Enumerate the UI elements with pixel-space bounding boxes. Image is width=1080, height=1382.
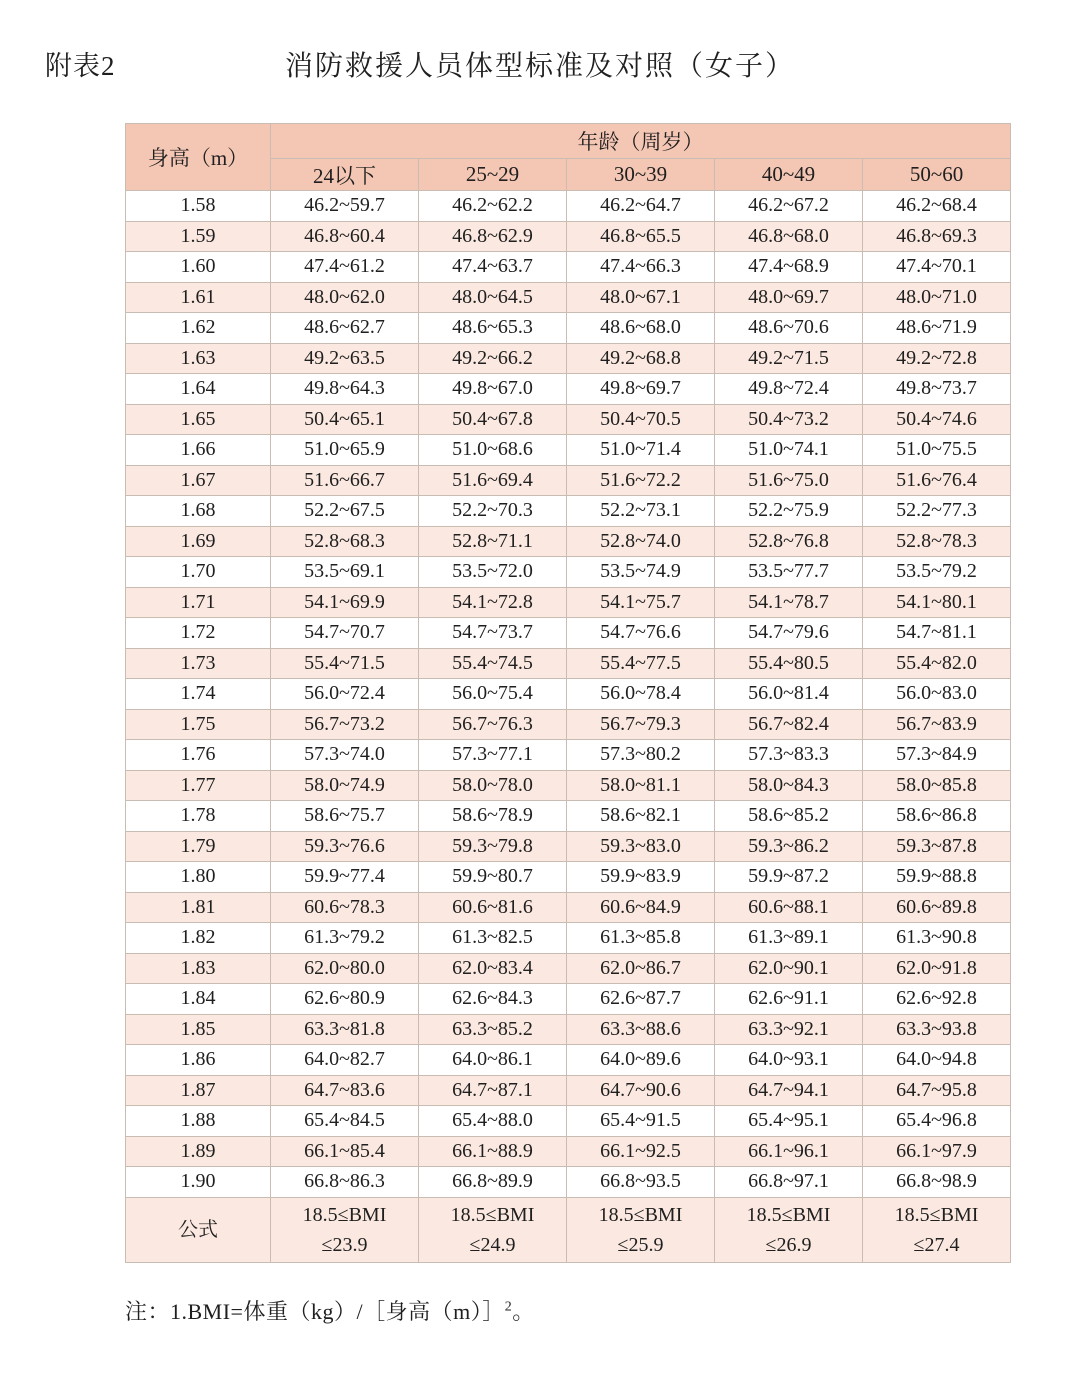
weight-range-cell: 59.3~83.0: [567, 831, 715, 862]
table-header: [126, 124, 1011, 191]
table-row: [126, 191, 1011, 222]
weight-range-cell: 57.3~74.0: [271, 740, 419, 771]
table-row: [126, 740, 1011, 771]
table-row: [126, 374, 1011, 405]
weight-range-cell: 46.2~64.7: [567, 191, 715, 222]
height-cell: 1.84: [126, 984, 271, 1015]
weight-range-cell: 52.8~71.1: [419, 526, 567, 557]
weight-range-cell: 58.0~74.9: [271, 770, 419, 801]
weight-range-cell: 60.6~88.1: [715, 892, 863, 923]
height-column-header: 身高（m）: [126, 124, 271, 191]
table-row: [126, 496, 1011, 527]
weight-range-cell: 59.3~76.6: [271, 831, 419, 862]
weight-range-cell: 64.7~87.1: [419, 1075, 567, 1106]
weight-range-cell: 62.0~86.7: [567, 953, 715, 984]
height-cell: 1.58: [126, 191, 271, 222]
weight-range-cell: 52.2~75.9: [715, 496, 863, 527]
table-row: [126, 282, 1011, 313]
height-cell: 1.80: [126, 862, 271, 893]
weight-range-cell: 46.2~67.2: [715, 191, 863, 222]
table-row: [126, 587, 1011, 618]
height-cell: 1.71: [126, 587, 271, 618]
table-row: [126, 1014, 1011, 1045]
footnote-suffix: 。: [512, 1299, 535, 1324]
weight-range-cell: 54.7~81.1: [863, 618, 1011, 649]
weight-range-cell: 52.2~73.1: [567, 496, 715, 527]
table-row: [126, 801, 1011, 832]
table-row: [126, 404, 1011, 435]
height-cell: 1.68: [126, 496, 271, 527]
height-cell: 1.59: [126, 221, 271, 252]
weight-range-cell: 65.4~91.5: [567, 1106, 715, 1137]
weight-range-cell: 62.0~83.4: [419, 953, 567, 984]
weight-range-cell: 46.2~59.7: [271, 191, 419, 222]
weight-range-cell: 61.3~85.8: [567, 923, 715, 954]
weight-range-cell: 46.8~60.4: [271, 221, 419, 252]
weight-range-cell: 49.2~71.5: [715, 343, 863, 374]
weight-range-cell: 49.2~72.8: [863, 343, 1011, 374]
table-row: [126, 343, 1011, 374]
age-column-header: 40~49: [715, 159, 863, 191]
weight-range-cell: 64.0~94.8: [863, 1045, 1011, 1076]
weight-range-cell: 66.8~93.5: [567, 1167, 715, 1198]
weight-range-cell: 62.6~92.8: [863, 984, 1011, 1015]
weight-range-cell: 52.2~70.3: [419, 496, 567, 527]
weight-range-cell: 51.0~74.1: [715, 435, 863, 466]
height-cell: 1.72: [126, 618, 271, 649]
table-row: [126, 923, 1011, 954]
weight-range-cell: 48.0~69.7: [715, 282, 863, 313]
table-row: [126, 313, 1011, 344]
height-cell: 1.74: [126, 679, 271, 710]
weight-range-cell: 49.8~72.4: [715, 374, 863, 405]
weight-range-cell: 56.7~73.2: [271, 709, 419, 740]
weight-range-cell: 63.3~93.8: [863, 1014, 1011, 1045]
formula-row: [126, 1197, 1011, 1262]
weight-range-cell: 58.6~75.7: [271, 801, 419, 832]
weight-range-cell: 66.1~96.1: [715, 1136, 863, 1167]
height-cell: 1.85: [126, 1014, 271, 1045]
weight-range-cell: 64.7~94.1: [715, 1075, 863, 1106]
weight-range-cell: 51.6~75.0: [715, 465, 863, 496]
weight-range-cell: 59.9~83.9: [567, 862, 715, 893]
weight-range-cell: 61.3~89.1: [715, 923, 863, 954]
table-row: [126, 1167, 1011, 1198]
weight-range-cell: 56.7~76.3: [419, 709, 567, 740]
weight-range-cell: 66.1~85.4: [271, 1136, 419, 1167]
height-cell: 1.89: [126, 1136, 271, 1167]
weight-range-cell: 53.5~74.9: [567, 557, 715, 588]
table-row: [126, 984, 1011, 1015]
weight-range-cell: 52.2~67.5: [271, 496, 419, 527]
height-cell: 1.69: [126, 526, 271, 557]
weight-range-cell: 54.7~73.7: [419, 618, 567, 649]
weight-range-cell: 47.4~68.9: [715, 252, 863, 283]
weight-range-cell: 56.7~83.9: [863, 709, 1011, 740]
weight-range-cell: 47.4~63.7: [419, 252, 567, 283]
weight-range-cell: 54.1~69.9: [271, 587, 419, 618]
weight-range-cell: 57.3~83.3: [715, 740, 863, 771]
table-body: [126, 191, 1011, 1198]
weight-range-cell: 50.4~65.1: [271, 404, 419, 435]
weight-range-cell: 48.6~62.7: [271, 313, 419, 344]
weight-range-cell: 51.6~69.4: [419, 465, 567, 496]
weight-range-cell: 64.0~89.6: [567, 1045, 715, 1076]
age-column-header: 30~39: [567, 159, 715, 191]
weight-range-cell: 65.4~95.1: [715, 1106, 863, 1137]
weight-range-cell: 65.4~84.5: [271, 1106, 419, 1137]
weight-range-cell: 49.8~64.3: [271, 374, 419, 405]
weight-range-cell: 53.5~69.1: [271, 557, 419, 588]
weight-range-cell: 56.0~83.0: [863, 679, 1011, 710]
weight-range-cell: 56.0~78.4: [567, 679, 715, 710]
table-row: [126, 618, 1011, 649]
weight-range-cell: 58.0~81.1: [567, 770, 715, 801]
weight-range-cell: 51.0~65.9: [271, 435, 419, 466]
weight-range-cell: 53.5~77.7: [715, 557, 863, 588]
weight-range-cell: 48.6~68.0: [567, 313, 715, 344]
age-header-row: [126, 124, 1011, 159]
weight-range-cell: 66.1~92.5: [567, 1136, 715, 1167]
weight-range-cell: 50.4~70.5: [567, 404, 715, 435]
weight-range-cell: 59.3~86.2: [715, 831, 863, 862]
weight-range-cell: 66.8~97.1: [715, 1167, 863, 1198]
weight-range-cell: 56.7~82.4: [715, 709, 863, 740]
appendix-label: 附表2: [45, 51, 116, 81]
weight-range-cell: 56.0~75.4: [419, 679, 567, 710]
weight-range-cell: 49.2~68.8: [567, 343, 715, 374]
formula-line-1: 18.5≤BMI: [746, 1203, 831, 1226]
height-cell: 1.90: [126, 1167, 271, 1198]
weight-range-cell: 46.8~68.0: [715, 221, 863, 252]
weight-range-cell: 60.6~78.3: [271, 892, 419, 923]
weight-range-cell: 61.3~82.5: [419, 923, 567, 954]
weight-range-cell: 54.1~78.7: [715, 587, 863, 618]
weight-range-cell: 48.0~64.5: [419, 282, 567, 313]
weight-range-cell: 63.3~92.1: [715, 1014, 863, 1045]
table-row: [126, 1075, 1011, 1106]
weight-range-cell: 59.3~79.8: [419, 831, 567, 862]
weight-range-cell: 50.4~67.8: [419, 404, 567, 435]
weight-range-cell: 51.6~66.7: [271, 465, 419, 496]
weight-range-cell: 60.6~84.9: [567, 892, 715, 923]
age-column-header: 24以下: [271, 159, 419, 191]
weight-range-cell: 58.0~85.8: [863, 770, 1011, 801]
weight-range-cell: 62.6~84.3: [419, 984, 567, 1015]
weight-range-cell: 56.0~72.4: [271, 679, 419, 710]
weight-range-cell: 55.4~77.5: [567, 648, 715, 679]
age-column-header: 50~60: [863, 159, 1011, 191]
weight-range-cell: 62.0~80.0: [271, 953, 419, 984]
weight-range-cell: 57.3~77.1: [419, 740, 567, 771]
formula-line-1: 18.5≤BMI: [894, 1203, 979, 1226]
weight-range-cell: 55.4~74.5: [419, 648, 567, 679]
height-cell: 1.77: [126, 770, 271, 801]
weight-range-cell: 53.5~79.2: [863, 557, 1011, 588]
weight-range-cell: 56.7~79.3: [567, 709, 715, 740]
weight-range-cell: 48.0~67.1: [567, 282, 715, 313]
weight-range-cell: 59.9~87.2: [715, 862, 863, 893]
weight-range-cell: 47.4~61.2: [271, 252, 419, 283]
weight-range-cell: 56.0~81.4: [715, 679, 863, 710]
weight-range-cell: 47.4~66.3: [567, 252, 715, 283]
table-row: [126, 465, 1011, 496]
table-row: [126, 770, 1011, 801]
table-row: [126, 953, 1011, 984]
weight-range-cell: 58.6~82.1: [567, 801, 715, 832]
weight-range-cell: 52.8~78.3: [863, 526, 1011, 557]
height-cell: 1.66: [126, 435, 271, 466]
weight-range-cell: 51.6~72.2: [567, 465, 715, 496]
weight-range-cell: 53.5~72.0: [419, 557, 567, 588]
formula-line-2: ≤24.9: [469, 1233, 516, 1256]
table-row: [126, 526, 1011, 557]
weight-range-cell: 54.7~76.6: [567, 618, 715, 649]
weight-range-cell: 46.8~62.9: [419, 221, 567, 252]
weight-range-cell: 55.4~71.5: [271, 648, 419, 679]
age-group-header: 年龄（周岁）: [271, 124, 1011, 159]
weight-range-cell: 55.4~82.0: [863, 648, 1011, 679]
weight-range-cell: 48.6~65.3: [419, 313, 567, 344]
weight-range-cell: 63.3~85.2: [419, 1014, 567, 1045]
formula-cell: [863, 1197, 1011, 1262]
table-row: [126, 892, 1011, 923]
formula-cell: [715, 1197, 863, 1262]
height-cell: 1.64: [126, 374, 271, 405]
height-cell: 1.87: [126, 1075, 271, 1106]
weight-range-cell: 52.8~76.8: [715, 526, 863, 557]
formula-cell: [419, 1197, 567, 1262]
footnote-superscript: 2: [504, 1299, 513, 1315]
age-column-header: 25~29: [419, 159, 567, 191]
formula-body: [126, 1197, 1011, 1262]
weight-range-cell: 59.9~88.8: [863, 862, 1011, 893]
weight-range-cell: 57.3~84.9: [863, 740, 1011, 771]
formula-line-2: ≤27.4: [913, 1233, 960, 1256]
weight-range-cell: 48.0~71.0: [863, 282, 1011, 313]
table-row: [126, 648, 1011, 679]
weight-range-cell: 66.1~97.9: [863, 1136, 1011, 1167]
weight-range-cell: 49.8~69.7: [567, 374, 715, 405]
page-title: 消防救援人员体型标准及对照（女子）: [284, 51, 795, 82]
table-row: [126, 862, 1011, 893]
weight-range-cell: 51.0~68.6: [419, 435, 567, 466]
weight-range-cell: 54.1~80.1: [863, 587, 1011, 618]
weight-range-cell: 54.1~75.7: [567, 587, 715, 618]
height-cell: 1.63: [126, 343, 271, 374]
table-row: [126, 1106, 1011, 1137]
footnote: [125, 1295, 535, 1326]
weight-range-cell: 54.7~70.7: [271, 618, 419, 649]
weight-range-cell: 46.2~68.4: [863, 191, 1011, 222]
weight-range-cell: 64.7~90.6: [567, 1075, 715, 1106]
weight-range-cell: 65.4~88.0: [419, 1106, 567, 1137]
weight-range-cell: 52.2~77.3: [863, 496, 1011, 527]
table-row: [126, 435, 1011, 466]
weight-range-cell: 54.1~72.8: [419, 587, 567, 618]
formula-line-2: ≤26.9: [765, 1233, 812, 1256]
height-cell: 1.79: [126, 831, 271, 862]
formula-line-2: ≤23.9: [321, 1233, 368, 1256]
weight-range-cell: 60.6~89.8: [863, 892, 1011, 923]
weight-range-cell: 64.0~86.1: [419, 1045, 567, 1076]
weight-range-cell: 49.2~66.2: [419, 343, 567, 374]
weight-range-cell: 61.3~90.8: [863, 923, 1011, 954]
height-cell: 1.81: [126, 892, 271, 923]
weight-range-cell: 63.3~88.6: [567, 1014, 715, 1045]
table-row: [126, 1045, 1011, 1076]
height-cell: 1.65: [126, 404, 271, 435]
weight-range-cell: 58.6~78.9: [419, 801, 567, 832]
height-cell: 1.67: [126, 465, 271, 496]
height-cell: 1.70: [126, 557, 271, 588]
weight-range-cell: 55.4~80.5: [715, 648, 863, 679]
weight-range-cell: 51.6~76.4: [863, 465, 1011, 496]
height-cell: 1.62: [126, 313, 271, 344]
weight-range-cell: 66.1~88.9: [419, 1136, 567, 1167]
formula-line-1: 18.5≤BMI: [450, 1203, 535, 1226]
weight-range-cell: 64.0~93.1: [715, 1045, 863, 1076]
formula-cell: [271, 1197, 419, 1262]
table-row: [126, 557, 1011, 588]
table-row: [126, 679, 1011, 710]
weight-range-cell: 57.3~80.2: [567, 740, 715, 771]
height-cell: 1.76: [126, 740, 271, 771]
weight-range-cell: 63.3~81.8: [271, 1014, 419, 1045]
formula-label: 公式: [126, 1197, 271, 1262]
table-row: [126, 221, 1011, 252]
weight-range-cell: 62.6~87.7: [567, 984, 715, 1015]
formula-line-1: 18.5≤BMI: [302, 1203, 387, 1226]
weight-range-cell: 60.6~81.6: [419, 892, 567, 923]
weight-range-cell: 66.8~86.3: [271, 1167, 419, 1198]
weight-range-cell: 46.2~62.2: [419, 191, 567, 222]
height-cell: 1.88: [126, 1106, 271, 1137]
bmi-standard-table: [125, 123, 1011, 1263]
weight-range-cell: 54.7~79.6: [715, 618, 863, 649]
table-row: [126, 831, 1011, 862]
weight-range-cell: 66.8~89.9: [419, 1167, 567, 1198]
weight-range-cell: 58.6~85.2: [715, 801, 863, 832]
height-cell: 1.73: [126, 648, 271, 679]
weight-range-cell: 62.0~90.1: [715, 953, 863, 984]
height-cell: 1.78: [126, 801, 271, 832]
weight-range-cell: 49.8~73.7: [863, 374, 1011, 405]
weight-range-cell: 64.7~95.8: [863, 1075, 1011, 1106]
weight-range-cell: 62.6~91.1: [715, 984, 863, 1015]
weight-range-cell: 51.0~75.5: [863, 435, 1011, 466]
weight-range-cell: 46.8~69.3: [863, 221, 1011, 252]
height-cell: 1.75: [126, 709, 271, 740]
weight-range-cell: 50.4~74.6: [863, 404, 1011, 435]
weight-range-cell: 65.4~96.8: [863, 1106, 1011, 1137]
height-cell: 1.60: [126, 252, 271, 283]
table-row: [126, 252, 1011, 283]
weight-range-cell: 59.3~87.8: [863, 831, 1011, 862]
weight-range-cell: 52.8~74.0: [567, 526, 715, 557]
formula-line-1: 18.5≤BMI: [598, 1203, 683, 1226]
height-cell: 1.82: [126, 923, 271, 954]
table-row: [126, 709, 1011, 740]
weight-range-cell: 48.0~62.0: [271, 282, 419, 313]
weight-range-cell: 59.9~77.4: [271, 862, 419, 893]
weight-range-cell: 51.0~71.4: [567, 435, 715, 466]
weight-range-cell: 47.4~70.1: [863, 252, 1011, 283]
height-cell: 1.83: [126, 953, 271, 984]
weight-range-cell: 50.4~73.2: [715, 404, 863, 435]
formula-line-2: ≤25.9: [617, 1233, 664, 1256]
weight-range-cell: 52.8~68.3: [271, 526, 419, 557]
weight-range-cell: 58.0~84.3: [715, 770, 863, 801]
weight-range-cell: 64.0~82.7: [271, 1045, 419, 1076]
weight-range-cell: 64.7~83.6: [271, 1075, 419, 1106]
weight-range-cell: 49.2~63.5: [271, 343, 419, 374]
weight-range-cell: 48.6~71.9: [863, 313, 1011, 344]
height-cell: 1.86: [126, 1045, 271, 1076]
footnote-text: 注：1.BMI=体重（kg）/［身高（m）］: [125, 1299, 505, 1324]
table-row: [126, 1136, 1011, 1167]
weight-range-cell: 49.8~67.0: [419, 374, 567, 405]
weight-range-cell: 48.6~70.6: [715, 313, 863, 344]
weight-range-cell: 61.3~79.2: [271, 923, 419, 954]
formula-cell: [567, 1197, 715, 1262]
height-cell: 1.61: [126, 282, 271, 313]
weight-range-cell: 62.0~91.8: [863, 953, 1011, 984]
weight-range-cell: 66.8~98.9: [863, 1167, 1011, 1198]
weight-range-cell: 59.9~80.7: [419, 862, 567, 893]
weight-range-cell: 62.6~80.9: [271, 984, 419, 1015]
weight-range-cell: 58.0~78.0: [419, 770, 567, 801]
weight-range-cell: 58.6~86.8: [863, 801, 1011, 832]
weight-range-cell: 46.8~65.5: [567, 221, 715, 252]
